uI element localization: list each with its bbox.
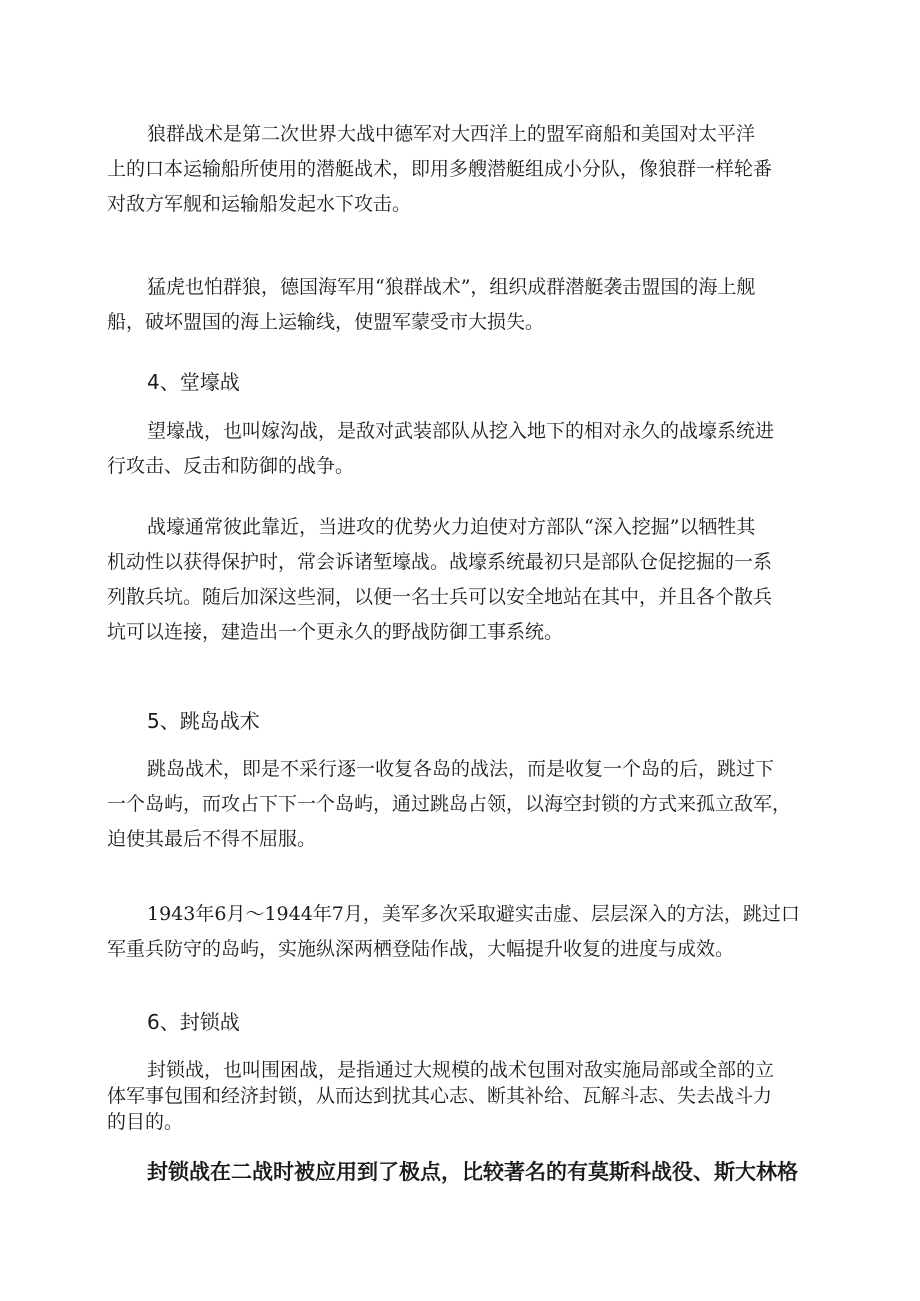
text-line: 船，破坏盟国的海上运输线，使盟军蒙受市大损失。 [107,311,545,333]
paragraph-blockade-intro [107,1057,813,1135]
text-line: 战壕通常彼此靠近，当进攻的优势火力迫使对方部队“深入挖掘”以牺牲其 [147,516,756,538]
section-heading-4: 4、堂壕战 [147,370,240,394]
text-line: 机动性以获得保护时，常会诉诸堑壕战。战壕系统最初只是部队仓促挖掘的一系 [107,551,773,573]
section-heading-5: 5、跳岛战术 [147,709,260,733]
text-line: 迫使其最后不得不屈服。 [107,828,317,850]
text-line: 体军事包围和经济封锁，从而达到扰其心志、断其补给、瓦解斗志、失去战斗力 [107,1085,773,1107]
section-heading-6: 6、封锁战 [147,1010,240,1034]
text-line: 跳岛战术，即是不采行逐一收复各岛的战法，而是收复一个岛的后，跳过下 [147,758,775,780]
paragraph-island-hopping-history [107,897,813,967]
paragraph-wolfpack-intro [107,117,813,222]
text-line: 封锁战在二战时被应用到了极点，比较著名的有莫斯科战役、斯大林格 [147,1160,798,1184]
text-line: 狼群战术是第二次世界大战中德军对大西洋上的盟军商船和美国对太平洋 [147,123,756,145]
text-line: 上的口本运输船所使用的潜艇战术，即用多艘潜艇组成小分队，像狼群一样轮番 [107,158,773,180]
text-line: 行攻击、反击和防御的战争。 [107,455,355,477]
text-line: 封锁战，也叫围困战，是指通过大规模的战术包围对敌实施局部或全部的立 [147,1059,775,1081]
text-line: 1943年6月～1944年7月，美军多次采取避实击虚、层层深入的方法，跳过口 [147,903,800,925]
text-line: 军重兵防守的岛屿，实施纵深两栖登陆作战，大幅提升收复的进度与成效。 [107,938,735,960]
paragraph-island-hopping-intro [107,752,813,857]
text-line: 坑可以连接，建造出一个更永久的野战防御工事系统。 [107,621,564,643]
text-line: 一个岛屿，而攻占下下一个岛屿，通过跳岛占领，以海空封锁的方式来孤立敌军， [107,793,792,815]
text-line: 猛虎也怕群狼，德国海军用“狼群战术”，组织成群潜艇袭击盟国的海上舰 [147,276,756,298]
text-line: 列散兵坑。随后加深这些洞，以便一名士兵可以安全地站在其中，并且各个散兵 [107,586,773,608]
paragraph-trench-intro [107,414,813,484]
paragraph-trench-detail [107,510,813,650]
text-line: 的目的。 [107,1111,184,1133]
text-line: 望壕战，也叫嫁沟战，是敌对武装部队从挖入地下的相对永久的战壕系统进 [147,420,775,442]
paragraph-wolfpack-detail [107,270,813,340]
paragraph-blockade-examples [107,1155,813,1190]
text-line: 对敌方军舰和运输船发起水下攻击。 [107,193,412,215]
